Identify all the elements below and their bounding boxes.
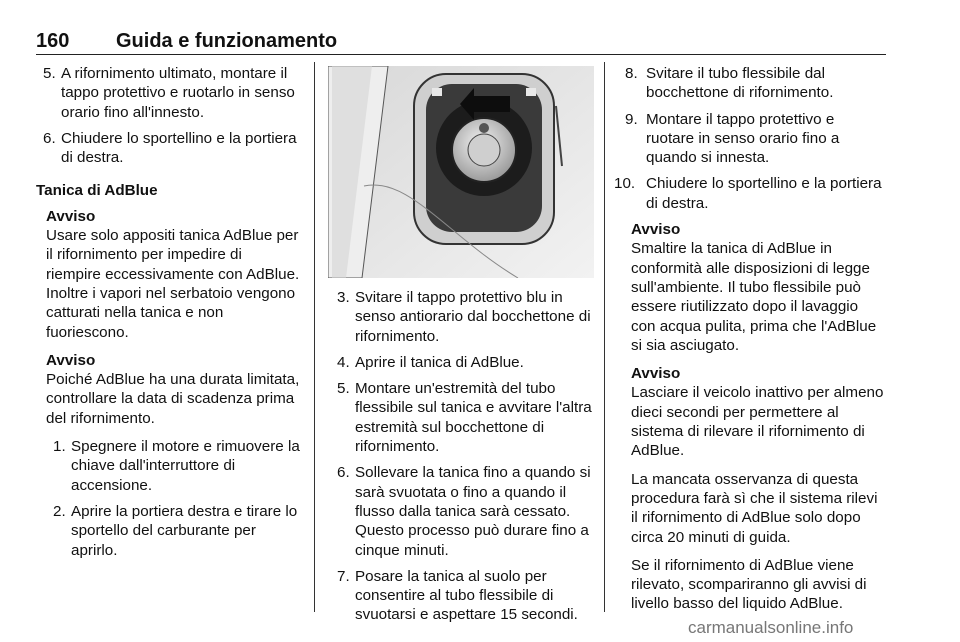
notice-title: Avviso [46, 351, 96, 369]
column-divider [604, 62, 605, 612]
list-item: 4. Aprire il tanica di AdBlue. [337, 353, 524, 371]
notice-text: Poiché AdBlue ha una durata limitata, controllare la data di scadenza prima del rifornimento. [46, 371, 300, 427]
column-divider [314, 62, 315, 612]
list-item: 5. A rifornimento ultimato, montare il tappo protettivo e ruotarlo in senso orario fino all'innesto. [43, 65, 295, 121]
notice-block [36, 207, 300, 560]
notice-text: Smaltire la tanica di AdBlue in conformità alle disposizioni di legge sull'ambiente. Il tubo flessibile può essere riutilizzato dopo il lavaggio con acqua pulita, prima che l'AdBlue si sia asciugato. [631, 240, 877, 354]
page-number: 160 [36, 30, 70, 52]
notice-title: Avviso [631, 221, 681, 239]
paragraph: Se il rifornimento di AdBlue viene rilevato, scompariranno gli avvisi di livello basso del liquido AdBlue. [631, 556, 867, 613]
column-middle [330, 288, 596, 632]
list-item: 2. Aprire la portiera destra e tirare lo sportello del carburante per aprirlo. [53, 502, 298, 559]
list-item: 1. Spegnere il motore e rimuovere la chiave dall'interruttore di accensione. [53, 438, 300, 494]
list-item: 6. Chiudere lo sportellino e la portiera di destra. [43, 129, 297, 167]
column-right [614, 64, 886, 623]
page-title: Guida e funzionamento [116, 30, 338, 52]
notice-block [614, 220, 886, 614]
page-header [36, 30, 886, 55]
notice-title: Avviso [46, 207, 96, 225]
list-item: 8. Svitare il tubo flessibile dal bocchettone di rifornimento. [625, 65, 834, 102]
paragraph: La mancata osservanza di questa procedura farà sì che il sistema rilevi il rifornimento di AdBlue solo dopo circa 20 minuti di guida. [631, 470, 878, 546]
list-item: 10. Chiudere lo sportellino e la portiera di destra. [614, 175, 882, 212]
fuel-door-illustration [328, 66, 594, 278]
list-item: 5. Montare un'estremità del tubo flessibile sul tanica e avvitare l'altra estremità sul bocchettone di rifornimento. [337, 380, 592, 456]
fuel-door-image [328, 66, 594, 278]
watermark: carmanualsonline.info [688, 618, 854, 637]
column-left [36, 64, 300, 567]
notice-text: Lasciare il veicolo inattivo per almeno dieci secondi per permettere al sistema di rilevare il rifornimento di AdBlue. [631, 384, 884, 460]
list-item: 6. Sollevare la tanica fino a quando si sarà svuotata o fino a quando il flusso dalla tanica sarà cessato. Questo processo può durare fino a cinque minuti. [337, 464, 591, 559]
list-item: 7. Posare la tanica al suolo per consentire al tubo flessibile di svuotarsi e aspettare 15 secondi. [337, 567, 578, 624]
section-title: Tanica di AdBlue [36, 182, 158, 200]
list-item: 3. Svitare il tappo protettivo blu in senso antiorario dal bocchettone di rifornimento. [337, 289, 591, 345]
notice-title: Avviso [631, 365, 681, 383]
list-item: 9. Montare il tappo protettivo e ruotare in senso orario fino a quando si innesta. [625, 110, 840, 167]
notice-text: Usare solo appositi tanica AdBlue per il rifornimento per impedire di riempire eccessivamente con AdBlue. Inoltre i vapori nel serbatoio vengono catturati nella tanica e non fuoriescono. [46, 227, 300, 341]
